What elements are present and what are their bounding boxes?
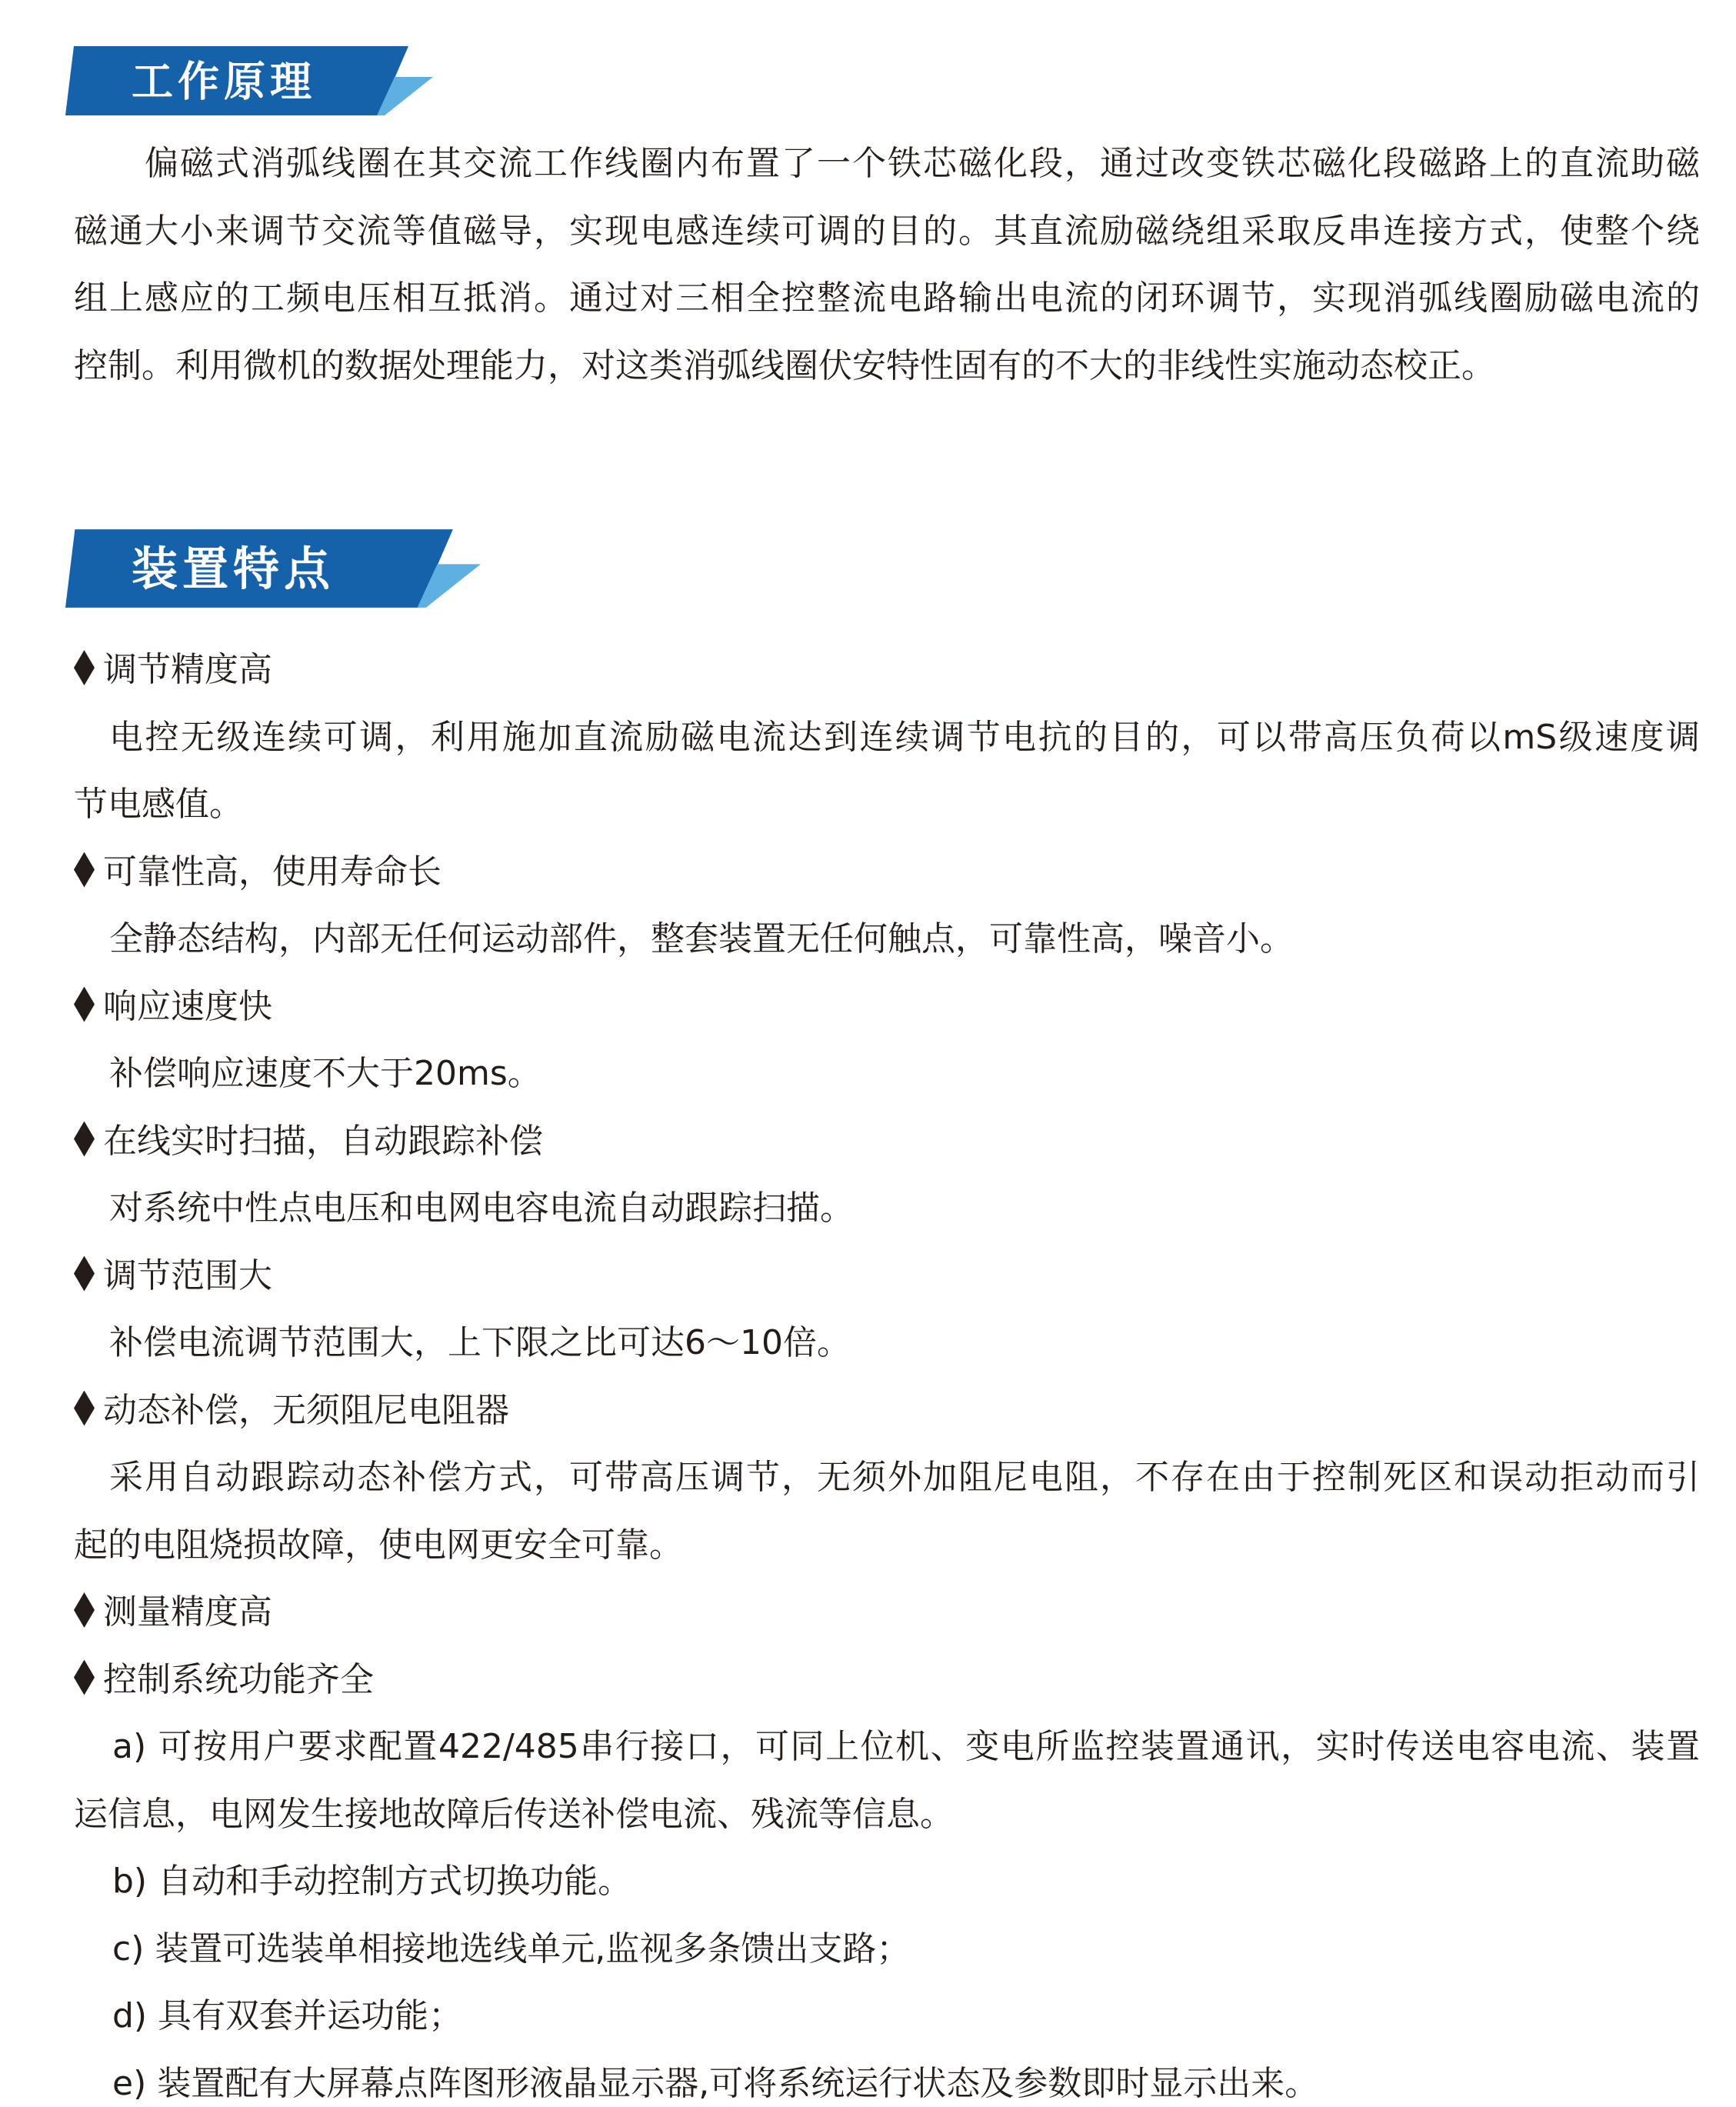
feature-heading-label: 测量精度高 [103, 1592, 272, 1632]
feature-heading [74, 1377, 1700, 1445]
feature-heading [74, 1646, 1700, 1714]
paragraph-line: 组上感应的工频电压相互抵消。通过对三相全控整流电路输出电流的闭环调节，实现消弧线圈励磁电流的 [74, 278, 1700, 318]
feature-heading [74, 1108, 1700, 1175]
diamond-bullet-icon [74, 987, 95, 1022]
feature-heading [74, 838, 1700, 906]
section-title: 工作原理 [132, 57, 316, 106]
feature-body-line: 电控无级连续可调，利用施加直流励磁电流达到连续调节电抗的目的，可以带高压负荷以mS级速度调 [109, 717, 1700, 757]
diamond-bullet-icon [74, 1391, 95, 1426]
feature-heading-label: 控制系统功能齐全 [103, 1659, 374, 1699]
feature-heading [74, 1579, 1700, 1646]
diamond-bullet-icon [74, 1256, 95, 1292]
diamond-bullet-icon [74, 852, 95, 888]
working-principle-paragraph [74, 130, 1700, 399]
diamond-bullet-icon [74, 1660, 95, 1695]
feature-lettered-line: c) 装置可选装单相接地选线单元,监视多条馈出支路； [112, 1929, 911, 1969]
feature-heading [74, 973, 1700, 1041]
feature-lettered-line: a) 可按用户要求配置422/485串行接口，可同上位机、变电所监控装置通讯，实时传送电容电流、装置 [112, 1727, 1700, 1766]
feature-heading-label: 可靠性高，使用寿命长 [103, 852, 441, 892]
feature-body-line: 补偿响应速度不大于20ms。 [109, 1054, 541, 1093]
feature-body-line: 对系统中性点电压和电网电容电流自动跟踪扫描。 [109, 1189, 854, 1228]
paragraph-line: 控制。利用微机的数据处理能力，对这类消弧线圈伏安特性固有的不大的非线性实施动态校正。 [74, 345, 1495, 385]
diamond-bullet-icon [74, 1122, 95, 1157]
feature-body-line: 起的电阻烧损故障，使电网更安全可靠。 [74, 1525, 683, 1565]
feature-heading [74, 1242, 1700, 1310]
device-features-list [74, 636, 1700, 2107]
feature-heading-label: 在线实时扫描，自动跟踪补偿 [103, 1121, 543, 1161]
feature-heading [74, 636, 1700, 704]
feature-lettered-line: b) 自动和手动控制方式切换功能。 [112, 1862, 632, 1901]
feature-body-line: 采用自动跟踪动态补偿方式，可带高压调节，无须外加阻尼电阻，不存在由于控制死区和误动拒动而引 [109, 1458, 1700, 1497]
feature-body-line: 节电感值。 [74, 785, 243, 824]
feature-heading-label: 动态补偿，无须阻尼电阻器 [103, 1390, 509, 1430]
paragraph-line: 偏磁式消弧线圈在其交流工作线圈内布置了一个铁芯磁化段，通过改变铁芯磁化段磁路上的直流助磁 [145, 144, 1700, 183]
feature-lettered-line: e) 装置配有大屏幕点阵图形液晶显示器,可将系统运行状态及参数即时显示出来。 [112, 2063, 1319, 2103]
paragraph-line: 磁通大小来调节交流等值磁导，实现电感连续可调的目的。其直流励磁绕组采取反串连接方式，使整个绕 [74, 211, 1700, 251]
feature-lettered-line: d) 具有双套并运功能； [112, 1996, 463, 2035]
feature-heading-label: 调节范围大 [103, 1255, 272, 1295]
feature-body-line: 全静态结构，内部无任何运动部件，整套装置无任何触点，可靠性高，噪音小。 [109, 919, 1294, 958]
diamond-bullet-icon [74, 650, 95, 685]
feature-heading-label: 调节精度高 [103, 650, 272, 689]
section-banner-working-principle [65, 46, 433, 115]
section-banner-device-features [65, 529, 481, 608]
diamond-bullet-icon [74, 1592, 95, 1628]
feature-body-line: 运信息，电网发生接地故障后传送补偿电流、残流等信息。 [74, 1794, 954, 1834]
section-title: 装置特点 [132, 542, 335, 597]
feature-heading-label: 响应速度快 [103, 986, 272, 1026]
feature-body-line: 补偿电流调节范围大，上下限之比可达6～10倍。 [109, 1323, 851, 1362]
